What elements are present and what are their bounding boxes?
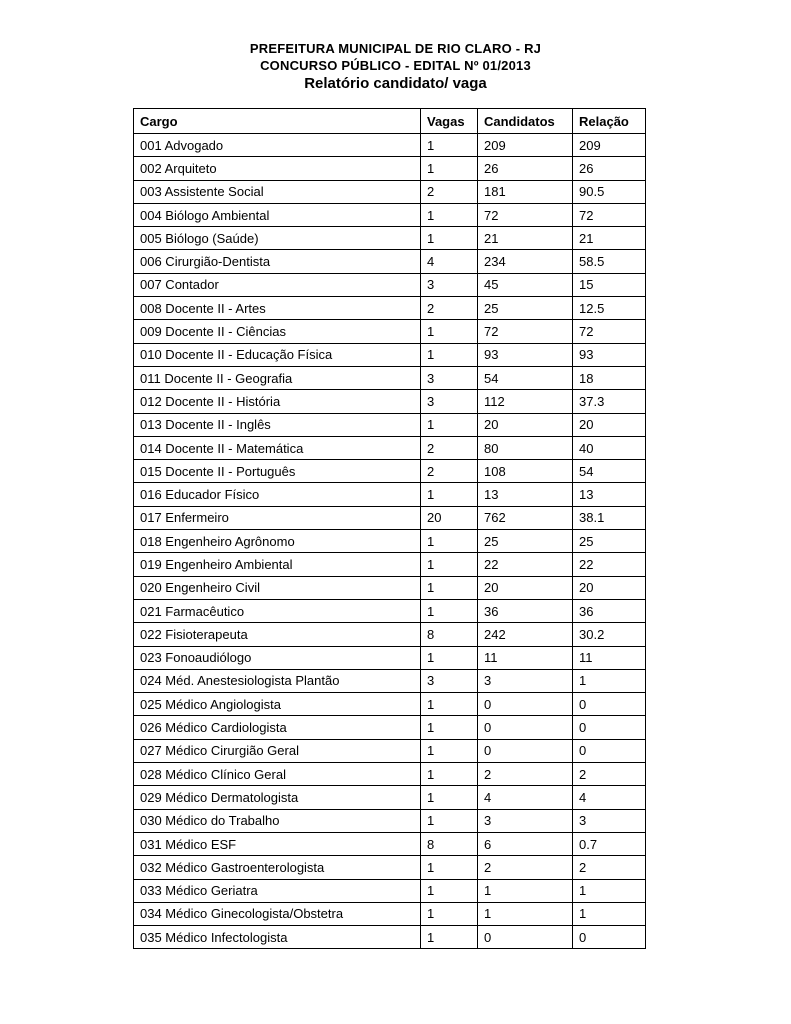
table-row <box>134 530 646 553</box>
table-row <box>134 576 646 599</box>
table-cell-relacao: 25 <box>573 530 646 553</box>
table-cell-vagas: 1 <box>421 157 478 180</box>
table-cell-candidatos: 93 <box>478 343 573 366</box>
table-cell-cargo: 020 Engenheiro Civil <box>134 576 421 599</box>
table-row <box>134 460 646 483</box>
table-cell-relacao: 18 <box>573 366 646 389</box>
table-cell-cargo: 030 Médico do Trabalho <box>134 809 421 832</box>
table-cell-vagas: 4 <box>421 250 478 273</box>
table-cell-cargo: 035 Médico Infectologista <box>134 926 421 949</box>
table-row <box>134 506 646 529</box>
table-row <box>134 809 646 832</box>
table-row <box>134 157 646 180</box>
table-cell-relacao: 40 <box>573 436 646 459</box>
table-cell-candidatos: 45 <box>478 273 573 296</box>
table-row <box>134 832 646 855</box>
table-cell-relacao: 54 <box>573 460 646 483</box>
table-cell-vagas: 1 <box>421 576 478 599</box>
table-cell-vagas: 1 <box>421 134 478 157</box>
table-cell-candidatos: 0 <box>478 739 573 762</box>
table-cell-candidatos: 11 <box>478 646 573 669</box>
table-cell-candidatos: 25 <box>478 297 573 320</box>
table-cell-cargo: 033 Médico Geriatra <box>134 879 421 902</box>
table-cell-relacao: 209 <box>573 134 646 157</box>
table-cell-cargo: 002 Arquiteto <box>134 157 421 180</box>
document-header <box>0 40 791 93</box>
table-cell-candidatos: 21 <box>478 227 573 250</box>
title-line-2: CONCURSO PÚBLICO - EDITAL Nº 01/2013 <box>260 58 531 73</box>
table-cell-cargo: 003 Assistente Social <box>134 180 421 203</box>
table-cell-vagas: 1 <box>421 320 478 343</box>
table-row <box>134 739 646 762</box>
table-cell-relacao: 0 <box>573 739 646 762</box>
table-row <box>134 856 646 879</box>
table-cell-relacao: 1 <box>573 669 646 692</box>
table-cell-cargo: 011 Docente II - Geografia <box>134 366 421 389</box>
column-header-candidatos: Candidatos <box>478 109 573 134</box>
table-cell-relacao: 30.2 <box>573 623 646 646</box>
table-cell-vagas: 2 <box>421 297 478 320</box>
table-row <box>134 390 646 413</box>
table-cell-candidatos: 0 <box>478 693 573 716</box>
table-cell-cargo: 027 Médico Cirurgião Geral <box>134 739 421 762</box>
table-cell-relacao: 11 <box>573 646 646 669</box>
table-cell-cargo: 012 Docente II - História <box>134 390 421 413</box>
table-cell-cargo: 013 Docente II - Inglês <box>134 413 421 436</box>
table-row <box>134 716 646 739</box>
table-row <box>134 553 646 576</box>
table-cell-candidatos: 22 <box>478 553 573 576</box>
table-row <box>134 366 646 389</box>
table-cell-candidatos: 20 <box>478 413 573 436</box>
table-cell-cargo: 022 Fisioterapeuta <box>134 623 421 646</box>
table-cell-cargo: 026 Médico Cardiologista <box>134 716 421 739</box>
table-cell-candidatos: 72 <box>478 320 573 343</box>
table-cell-vagas: 1 <box>421 926 478 949</box>
table-cell-vagas: 2 <box>421 460 478 483</box>
table-cell-candidatos: 1 <box>478 902 573 925</box>
table-row <box>134 786 646 809</box>
table-cell-candidatos: 20 <box>478 576 573 599</box>
table-cell-vagas: 1 <box>421 693 478 716</box>
table-cell-candidatos: 242 <box>478 623 573 646</box>
table-cell-vagas: 3 <box>421 273 478 296</box>
table-cell-vagas: 1 <box>421 227 478 250</box>
table-row <box>134 483 646 506</box>
table-cell-candidatos: 25 <box>478 530 573 553</box>
table-cell-candidatos: 0 <box>478 926 573 949</box>
table-row <box>134 693 646 716</box>
table-cell-cargo: 023 Fonoaudiólogo <box>134 646 421 669</box>
table-cell-relacao: 13 <box>573 483 646 506</box>
table-row <box>134 902 646 925</box>
table-cell-relacao: 72 <box>573 320 646 343</box>
table-cell-vagas: 1 <box>421 739 478 762</box>
table-cell-candidatos: 4 <box>478 786 573 809</box>
table-cell-relacao: 36 <box>573 599 646 622</box>
table-cell-cargo: 007 Contador <box>134 273 421 296</box>
table-cell-candidatos: 209 <box>478 134 573 157</box>
table-row <box>134 343 646 366</box>
table-cell-vagas: 3 <box>421 390 478 413</box>
table-cell-cargo: 001 Advogado <box>134 134 421 157</box>
table-cell-cargo: 004 Biólogo Ambiental <box>134 203 421 226</box>
table-cell-relacao: 72 <box>573 203 646 226</box>
table-cell-relacao: 1 <box>573 902 646 925</box>
table-cell-cargo: 024 Méd. Anestesiologista Plantão <box>134 669 421 692</box>
table-cell-relacao: 20 <box>573 413 646 436</box>
table-cell-vagas: 2 <box>421 436 478 459</box>
table-cell-candidatos: 762 <box>478 506 573 529</box>
table-header-row <box>134 109 646 134</box>
table-cell-vagas: 1 <box>421 763 478 786</box>
table-cell-cargo: 031 Médico ESF <box>134 832 421 855</box>
table-cell-cargo: 025 Médico Angiologista <box>134 693 421 716</box>
table-row <box>134 599 646 622</box>
table-cell-vagas: 1 <box>421 902 478 925</box>
table-cell-relacao: 22 <box>573 553 646 576</box>
table-row <box>134 250 646 273</box>
table-cell-candidatos: 2 <box>478 856 573 879</box>
table-cell-relacao: 4 <box>573 786 646 809</box>
table-cell-cargo: 005 Biólogo (Saúde) <box>134 227 421 250</box>
table-row <box>134 646 646 669</box>
report-table <box>133 108 646 949</box>
table-cell-candidatos: 234 <box>478 250 573 273</box>
table-cell-vagas: 1 <box>421 483 478 506</box>
table-cell-candidatos: 54 <box>478 366 573 389</box>
table-cell-vagas: 1 <box>421 413 478 436</box>
table-cell-relacao: 1 <box>573 879 646 902</box>
table-cell-candidatos: 72 <box>478 203 573 226</box>
table-cell-candidatos: 112 <box>478 390 573 413</box>
table-cell-cargo: 029 Médico Dermatologista <box>134 786 421 809</box>
table-cell-candidatos: 3 <box>478 669 573 692</box>
table-cell-vagas: 1 <box>421 856 478 879</box>
table-cell-vagas: 2 <box>421 180 478 203</box>
table-cell-cargo: 015 Docente II - Português <box>134 460 421 483</box>
table-cell-relacao: 0 <box>573 716 646 739</box>
table-cell-vagas: 20 <box>421 506 478 529</box>
table-cell-vagas: 8 <box>421 832 478 855</box>
table-cell-relacao: 38.1 <box>573 506 646 529</box>
table-cell-candidatos: 36 <box>478 599 573 622</box>
table-row <box>134 227 646 250</box>
table-cell-vagas: 1 <box>421 786 478 809</box>
table-row <box>134 763 646 786</box>
table-cell-cargo: 010 Docente II - Educação Física <box>134 343 421 366</box>
table-cell-relacao: 37.3 <box>573 390 646 413</box>
table-cell-relacao: 90.5 <box>573 180 646 203</box>
table-cell-cargo: 028 Médico Clínico Geral <box>134 763 421 786</box>
table-cell-vagas: 1 <box>421 646 478 669</box>
table-cell-relacao: 0 <box>573 926 646 949</box>
table-row <box>134 926 646 949</box>
table-cell-cargo: 016 Educador Físico <box>134 483 421 506</box>
table-body <box>134 134 646 949</box>
table-cell-vagas: 1 <box>421 530 478 553</box>
table-cell-candidatos: 3 <box>478 809 573 832</box>
column-header-vagas: Vagas <box>421 109 478 134</box>
table-cell-cargo: 014 Docente II - Matemática <box>134 436 421 459</box>
table-row <box>134 879 646 902</box>
column-header-relacao: Relação <box>573 109 646 134</box>
table-cell-vagas: 1 <box>421 716 478 739</box>
table-row <box>134 297 646 320</box>
table-cell-cargo: 006 Cirurgião-Dentista <box>134 250 421 273</box>
table-cell-vagas: 1 <box>421 343 478 366</box>
table-cell-cargo: 018 Engenheiro Agrônomo <box>134 530 421 553</box>
table-cell-vagas: 3 <box>421 366 478 389</box>
table-cell-vagas: 3 <box>421 669 478 692</box>
table-row <box>134 669 646 692</box>
table-cell-vagas: 1 <box>421 599 478 622</box>
table-cell-relacao: 15 <box>573 273 646 296</box>
table-row <box>134 273 646 296</box>
table-cell-relacao: 2 <box>573 856 646 879</box>
table-cell-relacao: 0 <box>573 693 646 716</box>
table-row <box>134 203 646 226</box>
table-cell-vagas: 1 <box>421 879 478 902</box>
table-cell-vagas: 1 <box>421 553 478 576</box>
table-cell-candidatos: 6 <box>478 832 573 855</box>
table-row <box>134 134 646 157</box>
table-row <box>134 436 646 459</box>
table-cell-cargo: 019 Engenheiro Ambiental <box>134 553 421 576</box>
table-cell-cargo: 009 Docente II - Ciências <box>134 320 421 343</box>
table-cell-vagas: 1 <box>421 809 478 832</box>
table-cell-relacao: 21 <box>573 227 646 250</box>
table-row <box>134 180 646 203</box>
table-cell-relacao: 58.5 <box>573 250 646 273</box>
table-cell-candidatos: 181 <box>478 180 573 203</box>
table-cell-cargo: 032 Médico Gastroenterologista <box>134 856 421 879</box>
table-row <box>134 623 646 646</box>
table-cell-relacao: 93 <box>573 343 646 366</box>
table-cell-relacao: 12.5 <box>573 297 646 320</box>
table-cell-cargo: 017 Enfermeiro <box>134 506 421 529</box>
table-cell-relacao: 2 <box>573 763 646 786</box>
table-cell-candidatos: 80 <box>478 436 573 459</box>
table-row <box>134 413 646 436</box>
table-cell-cargo: 008 Docente II - Artes <box>134 297 421 320</box>
table-cell-candidatos: 108 <box>478 460 573 483</box>
title-line-3: Relatório candidato/ vaga <box>304 75 487 92</box>
table-cell-candidatos: 13 <box>478 483 573 506</box>
table-cell-relacao: 3 <box>573 809 646 832</box>
table-cell-candidatos: 0 <box>478 716 573 739</box>
table-cell-relacao: 26 <box>573 157 646 180</box>
table-cell-vagas: 1 <box>421 203 478 226</box>
table-cell-candidatos: 1 <box>478 879 573 902</box>
table-cell-cargo: 034 Médico Ginecologista/Obstetra <box>134 902 421 925</box>
table-cell-cargo: 021 Farmacêutico <box>134 599 421 622</box>
table-cell-relacao: 0.7 <box>573 832 646 855</box>
column-header-cargo: Cargo <box>134 109 421 134</box>
table-cell-vagas: 8 <box>421 623 478 646</box>
table-row <box>134 320 646 343</box>
table-cell-relacao: 20 <box>573 576 646 599</box>
title-line-1: PREFEITURA MUNICIPAL DE RIO CLARO - RJ <box>249 41 542 56</box>
table-cell-candidatos: 26 <box>478 157 573 180</box>
table-cell-candidatos: 2 <box>478 763 573 786</box>
